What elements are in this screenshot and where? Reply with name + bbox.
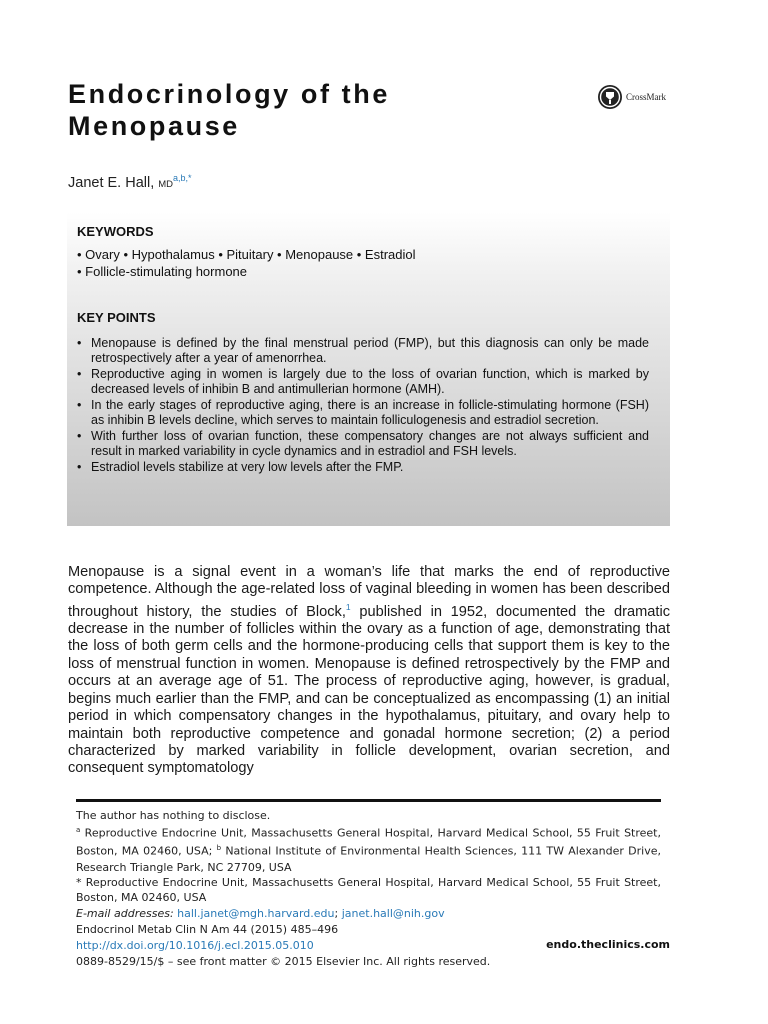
bullet-icon: •: [77, 336, 82, 350]
bullet-icon: •: [77, 429, 82, 443]
author-line: [68, 173, 192, 191]
crossmark-label: CrossMark: [626, 92, 666, 102]
bullet-icon: •: [77, 460, 82, 474]
copyright-line: 0889-8529/15/$ – see front matter © 2015 Elsevier Inc. All rights reserved.: [76, 954, 491, 968]
article-title: [68, 78, 528, 142]
title-line-2: Menopause: [68, 111, 240, 141]
key-point-item: • In the early stages of reproductive aging, there is an increase in follicle-stimulating hormone (FSH) as inhibin B levels decline, which serves to maintain folliculogenesis and estradiol secretion.: [77, 398, 649, 427]
crossmark-button[interactable]: [597, 84, 666, 110]
author-name: Janet E. Hall,: [68, 174, 155, 191]
crossmark-icon: [597, 84, 623, 110]
keywords-line-1: • Ovary • Hypothalamus • Pituitary • Menopause • Estradiol: [77, 247, 416, 262]
journal-site: endo.theclinics.com: [546, 938, 670, 951]
keywords-box: [67, 212, 670, 526]
key-point-item: • Estradiol levels stabilize at very low levels after the FMP.: [77, 460, 404, 474]
author-affiliation-marks[interactable]: a,b,*: [173, 173, 192, 183]
email-link-2[interactable]: janet.hall@nih.gov: [341, 906, 445, 920]
key-point-item: • With further loss of ovarian function, these compensatory changes are not always sufficient and result in marked variability in cycle dynamics and in estradiol and FSH levels.: [77, 429, 649, 458]
keywords-heading: KEYWORDS: [77, 224, 154, 239]
reference-link[interactable]: 1: [345, 601, 351, 612]
key-point-item: • Menopause is defined by the final menstrual period (FMP), but this diagnosis can only be made retrospectively after a year of amenorrhea.: [77, 336, 649, 365]
bullet-icon: •: [77, 367, 82, 381]
email-line: E-mail addresses: hall.janet@mgh.harvard.edu; janet.hall@nih.gov: [76, 906, 445, 920]
doi-link[interactable]: http://dx.doi.org/10.1016/j.ecl.2015.05.010: [76, 938, 314, 952]
key-points-heading: KEY POINTS: [77, 310, 156, 325]
journal-citation: Endocrinol Metab Clin N Am 44 (2015) 485–496: [76, 923, 339, 936]
key-points-list: [77, 336, 649, 476]
title-line-1: Endocrinology of the: [68, 79, 390, 109]
body-paragraph: Menopause is a signal event in a woman’s life that marks the end of reproductive competence. Although the age-related loss of vaginal bleeding in women has been described throughout history, the studies of Block,$^1$ published in 1952, documented the dramatic decrease in the number of follicles within the ovary as a function of age, demonstrating that the loss of both germ cells and the hormone-producing cells that support them is key to the loss of menstrual function in women. Menopause is defined retrospectively by the FMP and occurs at an average age of 51. The process of reproductive aging, however, is gradual, begins much earlier than the FMP, and can be conceptualized as encompassing (1) an initial period in which compensatory changes in the hypothalamus, pituitary, and ovary help to maintain both reproductive competence and gonadal hormone secretion; (2) a period characterized by marked variability in follicle development, ovarian secretion, and consequent symptomatology: [68, 564, 670, 777]
key-point-item: • Reproductive aging in women is largely due to the loss of ovarian function, which is marked by decreased levels of inhibin B and antimullerian hormone (AMH).: [77, 367, 649, 396]
keywords-line-2: • Follicle-stimulating hormone: [77, 264, 248, 279]
affiliation-note: $^a$ Reproductive Endocrine Unit, Massachusetts General Hospital, Harvard Medical School, 55 Fruit Street, Boston, MA 02460, USA; $^b$ National Institute of Environmental Health Sciences, 111 TW Alexander Drive, Research Triangle Park, NC 27709, USA: [76, 826, 661, 874]
bullet-icon: •: [77, 398, 82, 412]
author-degree: MD: [158, 178, 174, 190]
email-link-1[interactable]: hall.janet@mgh.harvard.edu: [177, 906, 335, 920]
footnote-divider: [76, 799, 661, 802]
correspondence-note: * Reproductive Endocrine Unit, Massachusetts General Hospital, Harvard Medical School, 55 Fruit Street, Boston, MA 02460, USA: [76, 875, 661, 905]
footnotes: [76, 808, 661, 921]
disclosure-note: The author has nothing to disclose.: [76, 809, 271, 822]
